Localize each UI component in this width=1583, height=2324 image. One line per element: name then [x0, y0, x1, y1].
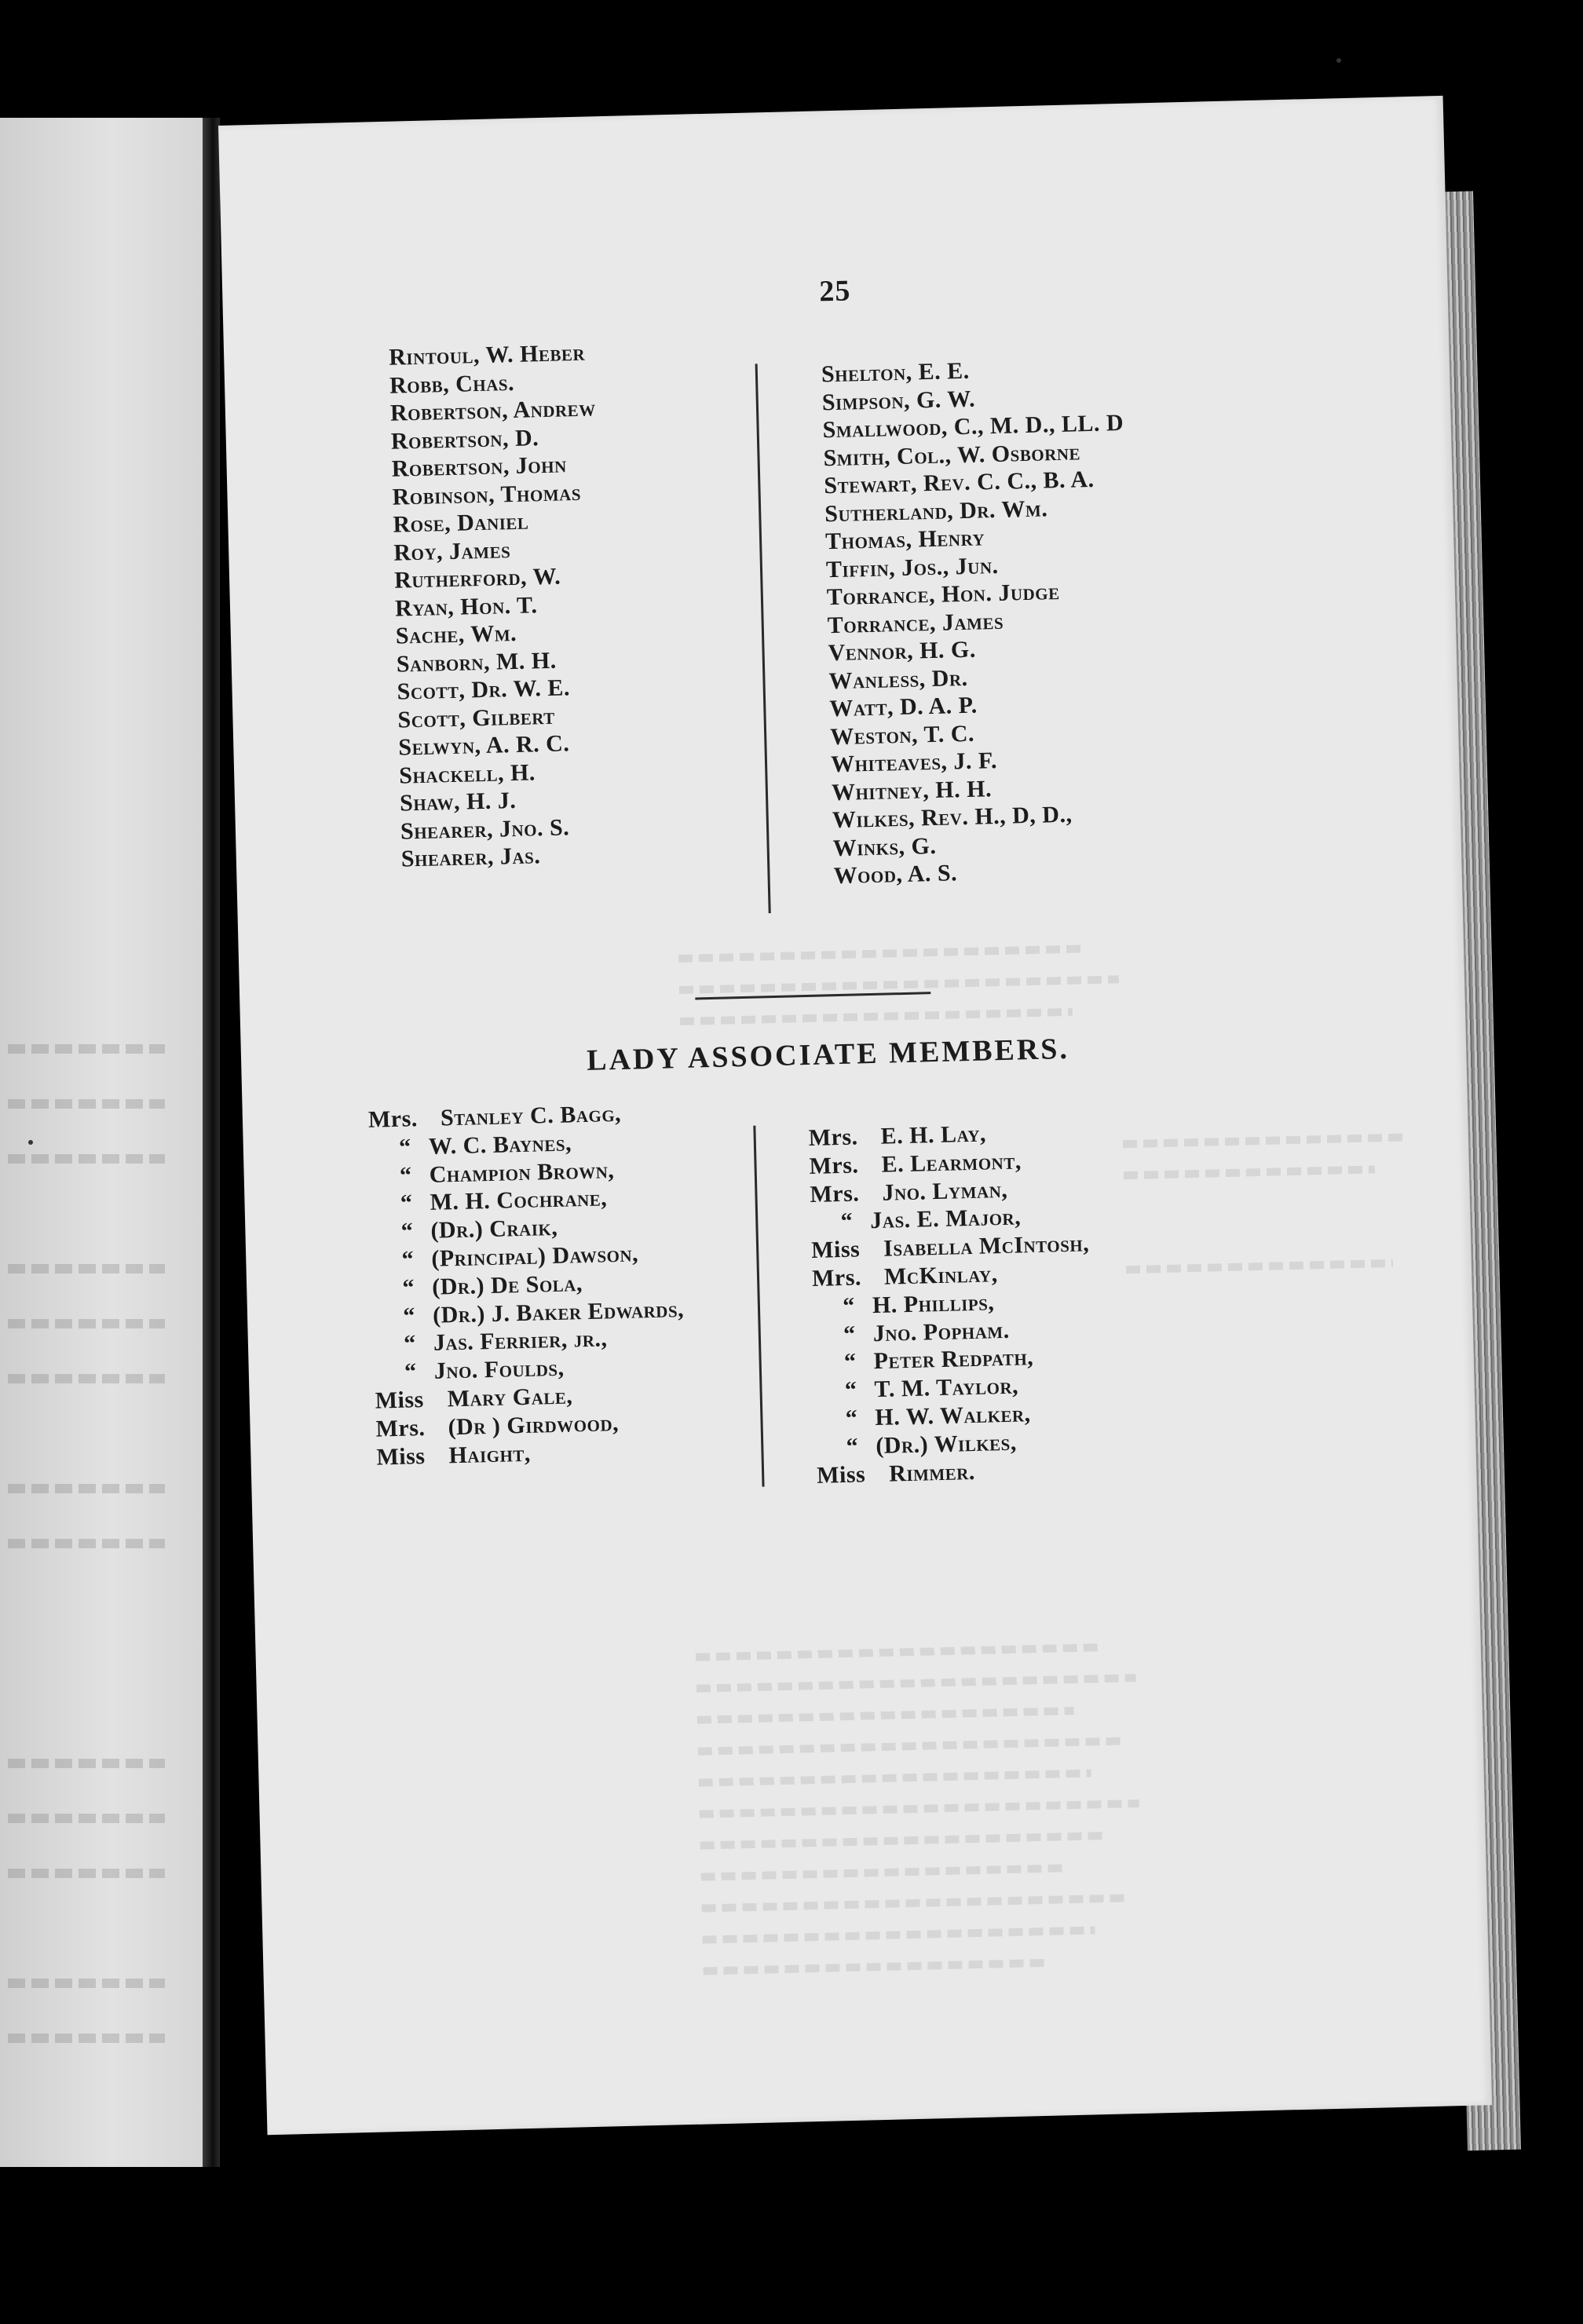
members-left-column — [389, 338, 607, 873]
title: Mrs. — [809, 1152, 859, 1179]
list-item: Robinson, Thomas — [392, 479, 582, 510]
member-name: (Dr.) J. Baker Edwards, — [432, 1295, 685, 1328]
bleed-line — [701, 1864, 1062, 1880]
list-item: Wood, A. S. — [833, 860, 958, 890]
dust-speck — [1336, 58, 1341, 63]
bleed-line — [700, 1800, 1139, 1818]
list-item: Scott, Gilbert — [397, 703, 556, 733]
list-item: Robertson, D. — [390, 424, 539, 455]
title: Miss — [810, 1236, 861, 1264]
bleed-line — [1124, 1165, 1375, 1179]
member-name: M. H. Cochrane, — [430, 1185, 608, 1216]
list-item: Weston, T. C. — [829, 720, 975, 750]
list-item: Torrance, Hon. Judge — [826, 579, 1060, 611]
list-item: Shackell, H. — [398, 758, 536, 789]
member-name: T. M. Taylor, — [874, 1372, 1019, 1403]
list-item: Shearer, Jno. S. — [400, 813, 570, 845]
member-name: (Dr.) Wilkes, — [875, 1429, 1018, 1459]
bleed-line — [703, 1926, 1095, 1943]
book-page — [218, 96, 1492, 2135]
bleed-line — [8, 1154, 165, 1164]
member-name: E. H. Lay, — [880, 1120, 987, 1149]
list-item: Watt, D. A. P. — [828, 692, 978, 722]
member-name: (Dr.) De Sola, — [431, 1270, 583, 1300]
member-name: H. W. Walker, — [875, 1401, 1031, 1431]
list-item: Wilkes, Rev. H., D, D., — [832, 801, 1073, 834]
bleed-line — [8, 1814, 165, 1823]
title: Mrs. — [375, 1414, 426, 1442]
list-item: Smallwood, C., M. D., LL. D — [822, 409, 1124, 444]
list-item: Sanborn, M. H. — [396, 647, 558, 678]
member-name: Peter Redpath, — [873, 1344, 1034, 1375]
bleed-line — [8, 1099, 165, 1109]
bleed-line — [8, 1044, 165, 1054]
list-item: Ryan, Hon. T. — [394, 591, 538, 622]
list-item: Shaw, H. J. — [399, 787, 517, 817]
title: Miss — [816, 1460, 866, 1489]
list-item: Winks, G. — [832, 832, 937, 861]
list-item: Rutherford, W. — [393, 563, 561, 594]
members-right-column — [821, 353, 1135, 890]
list-item: Robertson, Andrew — [389, 395, 596, 426]
member-name: Jno. Foulds, — [433, 1354, 565, 1384]
bleed-line — [8, 1869, 165, 1878]
list-item: Wanless, Dr. — [828, 664, 968, 694]
ditto-mark: “ — [404, 1358, 418, 1385]
ditto-mark: “ — [843, 1321, 856, 1347]
bleed-line — [8, 1319, 165, 1328]
lady-members-left-column — [368, 1098, 688, 1471]
bleed-line — [702, 1894, 1126, 1912]
list-item: Tiffin, Jos., Jun. — [825, 552, 999, 583]
bleed-line — [697, 1707, 1074, 1724]
ditto-mark: “ — [399, 1161, 412, 1189]
member-name: (Dr.) Craik, — [430, 1215, 558, 1244]
member-name: H. Phillips, — [872, 1289, 995, 1318]
book-gutter — [203, 118, 220, 2167]
list-item: Robertson, John — [391, 451, 568, 482]
title: Miss — [376, 1442, 426, 1471]
list-item: Sache, Wm. — [395, 619, 517, 649]
list-item: Sutherland, Dr. Wm. — [824, 495, 1048, 527]
ditto-mark: “ — [398, 1134, 412, 1160]
member-name: Isabella McIntosh, — [883, 1230, 1090, 1262]
bleed-line — [698, 1738, 1122, 1756]
list-item: Shearer, Jas. — [400, 842, 541, 872]
bleed-line — [696, 1643, 1104, 1661]
member-name: Jno. Popham. — [872, 1317, 1010, 1347]
member-name: W. C. Baynes, — [428, 1130, 572, 1160]
column-divider — [755, 364, 771, 913]
bleed-line — [8, 1979, 165, 1988]
bleed-line — [699, 1769, 1091, 1786]
bleed-line — [1126, 1259, 1393, 1273]
list-item: Selwyn, A. R. C. — [398, 730, 570, 761]
bleed-line — [703, 1959, 1048, 1975]
ditto-mark: “ — [403, 1330, 417, 1357]
title: Mrs. — [808, 1124, 858, 1152]
list-item: Torrance, James — [827, 608, 1004, 638]
list-item: Smith, Col., W. Osborne — [823, 438, 1081, 471]
bleed-line — [8, 1264, 165, 1273]
ditto-mark: “ — [401, 1246, 415, 1273]
bleed-line — [8, 1374, 165, 1383]
member-name: Champion Brown, — [429, 1157, 615, 1188]
member-name: Jno. Lyman, — [882, 1176, 1008, 1206]
list-item: Robb, Chas. — [389, 369, 515, 399]
ditto-mark: “ — [400, 1218, 414, 1244]
ditto-mark: “ — [402, 1302, 416, 1329]
member-name: Jas. E. Major, — [869, 1204, 1022, 1234]
member-name: Rimmer. — [888, 1458, 976, 1487]
member-name: E. Learmont, — [881, 1148, 1022, 1178]
ditto-mark: “ — [845, 1405, 858, 1431]
ditto-mark: “ — [843, 1348, 857, 1376]
section-rule — [695, 992, 930, 999]
member-name: Haight, — [448, 1440, 532, 1468]
list-item: Shelton, E. E. — [821, 357, 971, 388]
list-item: Simpson, G. W. — [821, 386, 976, 415]
member-name: Jas. Ferrier, jr., — [433, 1325, 608, 1357]
ditto-mark: “ — [840, 1208, 854, 1235]
list-item: Rintoul, W. Heber — [388, 339, 586, 371]
ditto-mark: “ — [400, 1189, 413, 1217]
list-item — [817, 1455, 1095, 1489]
list-item: Thomas, Henry — [824, 524, 985, 555]
bleed-line — [680, 1008, 1073, 1025]
bleed-line — [678, 945, 1087, 963]
member-name: Mary Gale, — [447, 1383, 573, 1412]
ditto-mark: “ — [846, 1433, 859, 1460]
ditto-mark: “ — [402, 1274, 415, 1301]
page-number: 25 — [818, 274, 851, 309]
title: Mrs. — [367, 1105, 419, 1133]
list-item: Vennor, H. G. — [828, 636, 977, 667]
ditto-mark: “ — [842, 1292, 856, 1319]
member-name: (Principal) Dawson, — [430, 1241, 639, 1272]
lady-members-right-column — [808, 1117, 1095, 1489]
bleed-line — [679, 975, 1119, 994]
list-item: Rose, Daniel — [393, 508, 529, 538]
bleed-line — [8, 1539, 165, 1548]
list-item: Stewart, Rev. C. C., B. A. — [824, 466, 1095, 499]
list-item: Whitney, H. H. — [831, 775, 993, 806]
bleed-line — [8, 1759, 165, 1768]
bleed-line — [696, 1674, 1136, 1693]
title: Miss — [375, 1387, 425, 1414]
member-name: Stanley C. Bagg, — [440, 1100, 622, 1131]
list-item: Scott, Dr. W. E. — [397, 674, 571, 705]
bleed-line — [1123, 1133, 1406, 1148]
title: Mrs. — [810, 1180, 860, 1208]
ditto-mark: “ — [844, 1376, 857, 1404]
dust-speck — [28, 1140, 33, 1145]
bleed-line — [8, 1484, 165, 1493]
section-heading: LADY ASSOCIATE MEMBERS. — [586, 1032, 1070, 1077]
bleed-line — [8, 2034, 165, 2043]
member-name: McKinlay, — [883, 1261, 999, 1290]
list-item: Roy, James — [393, 536, 511, 566]
column-divider — [753, 1126, 764, 1487]
list-item: Whiteaves, J. F. — [830, 747, 998, 778]
bleed-line — [700, 1832, 1109, 1850]
title: Mrs. — [811, 1264, 862, 1292]
member-name: (Dr ) Girdwood, — [448, 1409, 620, 1441]
